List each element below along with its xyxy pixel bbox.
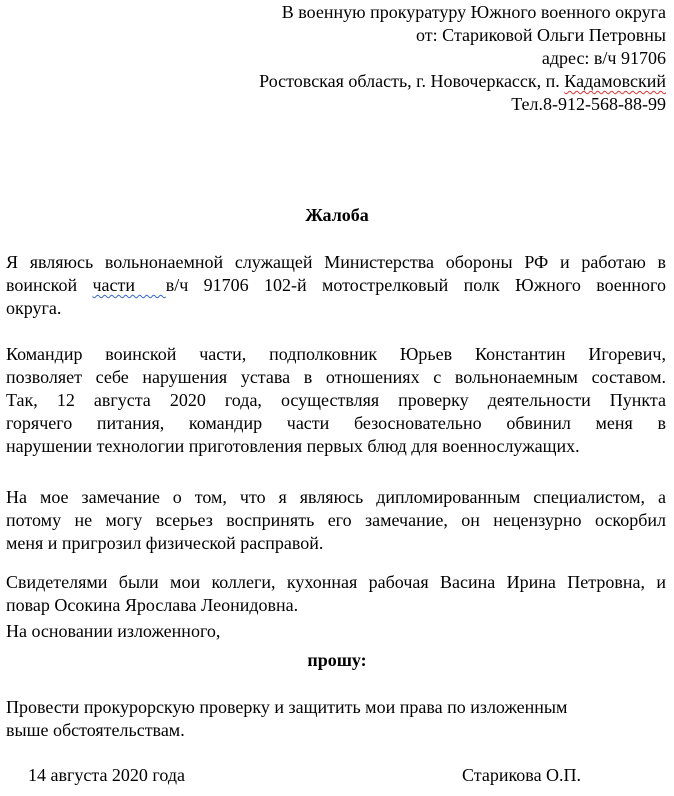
addressee-line: В военную прокуратуру Южного военного округа [281, 2, 666, 22]
address-region-text: Ростовская область, г. Новочеркасск, п. [259, 71, 565, 91]
paragraph-line: Я являюсь вольнонаемной служащей Министерства обороны РФ и работаю в [6, 252, 666, 272]
paragraph-line: потому не могу всерьез воспринять его замечание, он нецензурно оскорбил [6, 510, 666, 530]
sender-line: от: Стариковой Ольги Петровны [416, 25, 666, 45]
paragraph-request [6, 696, 666, 742]
paragraph-line: Так, 12 августа 2020 года, осуществляя проверку деятельности Пункта [6, 390, 666, 410]
text-span: в/ч 91706 102-й мотострелковый полк Южного военного [165, 275, 666, 295]
request-heading: прошу: [307, 650, 367, 670]
addressee-block [259, 1, 666, 116]
paragraph-line: выше обстоятельствам. [6, 720, 185, 740]
paragraph-line: Командир воинской части, подполковник Юрьев Константин Игоревич, [6, 344, 666, 364]
spellcheck-marked-word: Кадамовский [564, 71, 666, 91]
text-span: воинской [6, 275, 93, 295]
basis-line: На основании изложенного, [6, 621, 221, 641]
paragraph-intro [6, 251, 666, 320]
paragraph-line: повар Осокина Ярослава Леонидовна. [6, 595, 299, 615]
address-region-line [259, 70, 666, 93]
paragraph-line: позволяет себе нарушения устава в отношениях с вольнонаемным составом. [6, 367, 666, 387]
paragraph-line: Провести прокурорскую проверку и защитить мои права по изложенным [6, 697, 568, 717]
paragraph-line: нарушении технологии приготовления первых блюд для военнослужащих. [6, 436, 580, 456]
document-date: 14 августа 2020 года [28, 765, 185, 785]
paragraph-witnesses [6, 571, 666, 617]
grammar-marked-word: части [92, 275, 166, 295]
paragraph-line: меня и пригрозил физической расправой. [6, 533, 324, 553]
paragraph-line: Свидетелями были мои коллеги, кухонная рабочая Васина Ирина Петровна, и [6, 572, 666, 592]
paragraph-incident [6, 343, 666, 458]
paragraph-line: На мое замечание о том, что я являюсь дипломированным специалистом, а [6, 487, 666, 507]
paragraph-line: округа. [6, 298, 62, 318]
paragraph-line: горячего питания, командир части безосновательно обвинил меня в [6, 413, 666, 433]
paragraph-insult [6, 486, 666, 555]
signature-name: Старикова О.П. [462, 765, 582, 785]
document-title: Жалоба [305, 205, 369, 225]
paragraph-line [6, 274, 666, 297]
phone-line: Тел.8-912-568-88-99 [511, 94, 666, 114]
address-line: адрес: в/ч 91706 [541, 48, 666, 68]
